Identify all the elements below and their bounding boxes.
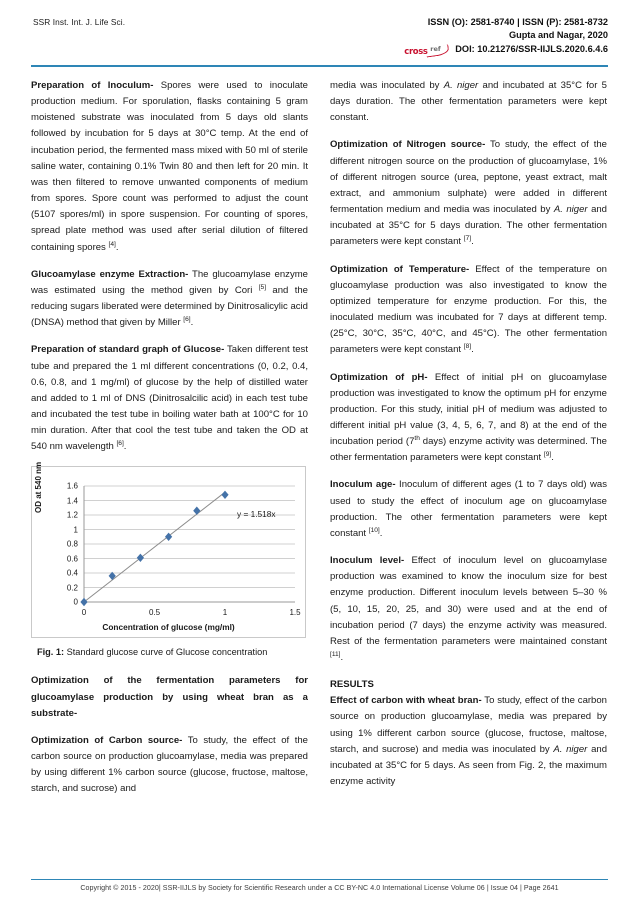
crossref-logo-text: cross [404, 46, 428, 57]
paragraph-nitrogen-source [330, 137, 607, 250]
heading-ph: Optimization of pH- [330, 371, 428, 383]
footer-divider [31, 879, 608, 880]
figure-1-label: Fig. 1: [37, 647, 65, 658]
heading-enzyme-extraction: Glucoamylase enzyme Extraction- [31, 268, 189, 280]
chart-plot-svg [32, 467, 305, 637]
text-nitrogen-2: and incubated at 35°C for 5 days duration. The other fermentation parameters were kept constant [330, 204, 607, 248]
species-name-2: A. niger [553, 204, 588, 216]
text-nitrogen-1: To study, the effect of the different nitrogen source on the production of glucoamylase, 1% of different nitrogen source (urea, peptone, yeast extract, malt extract, and ammonium sulphate) were added in different fermentation medium and media was inoculated by [330, 139, 607, 216]
text-enzyme-extraction-2: and the reducing sugars liberated were determined by Dinitrosalicylic acid (DNSA) method that given by Miller [31, 284, 308, 329]
period-6: . [551, 452, 554, 464]
y-tick-0: 0 [73, 597, 78, 607]
heading-carbon-source: Optimization of Carbon source- [31, 734, 183, 746]
text-continuation-1: media was inoculated by [330, 80, 444, 91]
paragraph-enzyme-extraction [31, 267, 308, 332]
page-header [31, 16, 608, 62]
paragraph-carbon-source [31, 733, 308, 798]
citation-9: [9] [543, 451, 552, 459]
x-tick-1.5: 1.5 [289, 608, 301, 618]
text-ph-2: days) enzyme activity was determined. The other fermentation parameters were kept constant [330, 436, 607, 464]
citation-4: [4] [108, 240, 116, 248]
period-1: . [115, 241, 119, 253]
y-tick-0.2: 0.2 [66, 583, 78, 593]
citation-8: [8] [463, 343, 472, 351]
species-name-3: A. niger [553, 743, 588, 755]
right-column [330, 78, 607, 809]
heading-preparation-of-inoculum: Preparation of Inoculum- [31, 80, 154, 91]
issn-line: ISSN (O): 2581-8740 | ISSN (P): 2581-8732 [427, 17, 608, 27]
text-continuation-2: and incubated at 35°C for 5 days duration. The other fermentation parameters were kept constant. [330, 80, 607, 124]
y-tick-0.6: 0.6 [66, 554, 78, 564]
data-point-0 [80, 598, 87, 606]
crossref-logo-suffix: ref [430, 45, 441, 54]
figure-1-caption-text: Standard glucose curve of Glucose concentration [64, 647, 268, 658]
section-heading-results: RESULTS [330, 679, 374, 691]
authors-year: Gupta and Nagar, 2020 [508, 30, 608, 41]
y-tick-1.6: 1.6 [66, 481, 78, 491]
period-2: . [190, 317, 194, 329]
y-tick-1.2: 1.2 [66, 510, 78, 520]
species-name-1: A. niger [443, 80, 479, 91]
text-standard-graph: Taken different test tube and prepared the 1 ml different concentrations (0, 0.2, 0.4, 0.6, 0.8, and 1 mg/ml) of glucose by the help of distilled water and added to 1 ml of DNS (Dinitrosalcilic acid) in each test tube and incubated the test tube in boiling water bath at 100°C for 10 min duration. After that cool the test tube and taken the OD at 540 nm wavelength [31, 344, 308, 453]
header-right-block [404, 16, 608, 56]
data-point-4 [193, 507, 200, 515]
paragraph-ph [330, 370, 607, 467]
chart-data-points [80, 491, 228, 607]
period-5: . [471, 344, 474, 356]
text-temperature: Effect of the temperature on glucoamylase production was also investigated to know the optimized temperature for enzyme production. For this, the inoculated medium was incubated for 7 days at different temp. (25°C, 30°C, 35°C, 40°C, and 45°C). The other fermentation parameters were kept constant [330, 263, 607, 356]
citation-10: [10] [368, 526, 380, 534]
period-8: . [340, 652, 344, 663]
journal-name: SSR Inst. Int. J. Life Sci. [33, 17, 126, 27]
paragraph-effect-of-carbon [330, 693, 607, 790]
heading-nitrogen-source: Optimization of Nitrogen source- [330, 139, 486, 151]
chart-equation-annotation: y = 1.518x [237, 509, 276, 520]
heading-temperature: Optimization of Temperature- [330, 263, 470, 275]
data-point-2 [137, 554, 144, 562]
y-tick-1.4: 1.4 [66, 496, 78, 506]
ordinal-th: th [414, 434, 420, 442]
paragraph-inoculum-age [330, 477, 607, 542]
footer-copyright-text: Copyright © 2015 - 2020| SSR-IIJLS by Society for Scientific Research under a CC BY-NC 4.0 International License Volume 06 | Issue 04 | Page 2641 [80, 884, 559, 892]
header-divider [31, 65, 608, 67]
chart-x-axis-label: Concentration of glucose (mg/ml) [102, 622, 235, 633]
citation-7: [7] [463, 235, 472, 243]
x-tick-0: 0 [81, 608, 87, 618]
citation-11: [11] [330, 650, 341, 658]
crossref-logo-icon [404, 43, 450, 56]
content-columns [31, 78, 608, 809]
heading-optimization-parameters-text: Optimization of the fermentation parameters for glucoamylase production by using wheat bran as a substrate- [31, 675, 308, 719]
period-3: . [123, 441, 127, 453]
text-inoculum-age: Inoculum of different ages (1 to 7 days old) was used to study the effect of inoculum age on glucoamylase production. The other fermentation parameters were kept constant [330, 479, 608, 539]
chart-trendline [84, 492, 226, 602]
heading-inoculum-level: Inoculum level- [330, 555, 405, 567]
text-results-2: and incubated at 35°C for 5 days. As seen from Fig. 2, the maximum enzyme activity [330, 743, 607, 788]
page-footer [31, 879, 608, 892]
text-carbon-source: To study, the effect of the carbon source on production glucoamylase, media was prepared by using different 1% carbon source (glucose, fructose, maltose, starch, and sucrose) and [31, 734, 308, 795]
citation-6a: [6] [183, 316, 191, 324]
figure-1-container [31, 462, 306, 638]
data-point-5 [221, 491, 228, 499]
doi-line [404, 43, 608, 56]
left-column [31, 78, 308, 809]
text-results-1: To study, effect of the carbon source on production glucoamylase, media was prepared by using 1% different carbon source (glucose, fructose, maltose, starch, and sucrose) and media was inoculated by [330, 695, 607, 755]
y-tick-0.4: 0.4 [66, 568, 78, 578]
heading-optimization-parameters [31, 673, 308, 721]
figure-1-caption [37, 645, 308, 659]
y-tick-0.8: 0.8 [66, 539, 78, 549]
chart-gridlines [84, 486, 295, 588]
citation-6b: [6] [116, 440, 124, 448]
text-ph-1: Effect of initial pH on glucoamylase production was investigated to know the optimum pH for enzyme production. For this study, initial pH of medium was adjusted to different initial pH value (3, 4, 5, 6, 7, and 8) at the end of the incubation period (7 [330, 371, 607, 448]
paragraph-continuation-top [330, 78, 607, 126]
period-7: . [379, 527, 383, 539]
paragraph-inoculum-level [330, 553, 607, 666]
doi-text: DOI: 10.21276/SSR-IIJLS.2020.6.4.6 [455, 43, 608, 54]
text-preparation-of-inoculum: Spores were used to inoculate production medium. For sporulation, flasks containing 5 gram moistened substrate was inoculated from 5 days old slants followed by incubation for 5 days at 30°C temp. At the end of incubation period, the fermented mass mixed with 50 ml of sterile saline water, containing 0.1% Twin 80 and then left for 20 min. It was then filtered to remove unwanted components of medium from spores. Spore count was performed to adjust the count (5107 spores/ml) in spore suspension. For counting of spores, spread plate method was used after serial dilution of filtered containing spores [31, 80, 308, 253]
x-tick-1: 1 [222, 608, 228, 618]
text-inoculum-level: Effect of inoculum level on glucoamylase production was examined to know the inoculum size for best enzyme production. Different inoculum levels between 5–30 % (5, 10, 15, 20, 25, and 30) were used and at the end of incubation period (7 days) the enzyme activity was measured. Rest of the fermentation parameters were maintained constant [330, 555, 607, 647]
paragraph-temperature [330, 262, 607, 359]
paragraph-preparation-of-inoculum [31, 78, 308, 256]
paragraph-standard-graph [31, 342, 308, 455]
period-4: . [471, 236, 474, 248]
heading-inoculum-age: Inoculum age- [330, 479, 396, 491]
standard-glucose-curve-chart [32, 462, 305, 637]
citation-5: [5] [258, 283, 267, 291]
text-enzyme-extraction-1: The glucoamylase enzyme was estimated using the method given by Cori [31, 268, 308, 296]
heading-standard-graph: Preparation of standard graph of Glucose- [31, 344, 225, 356]
chart-y-axis-label: OD at 540 nm [34, 462, 43, 514]
heading-effect-of-carbon: Effect of carbon with wheat bran- [330, 695, 482, 707]
x-tick-0.5: 0.5 [148, 608, 161, 618]
y-tick-1: 1 [73, 525, 78, 535]
